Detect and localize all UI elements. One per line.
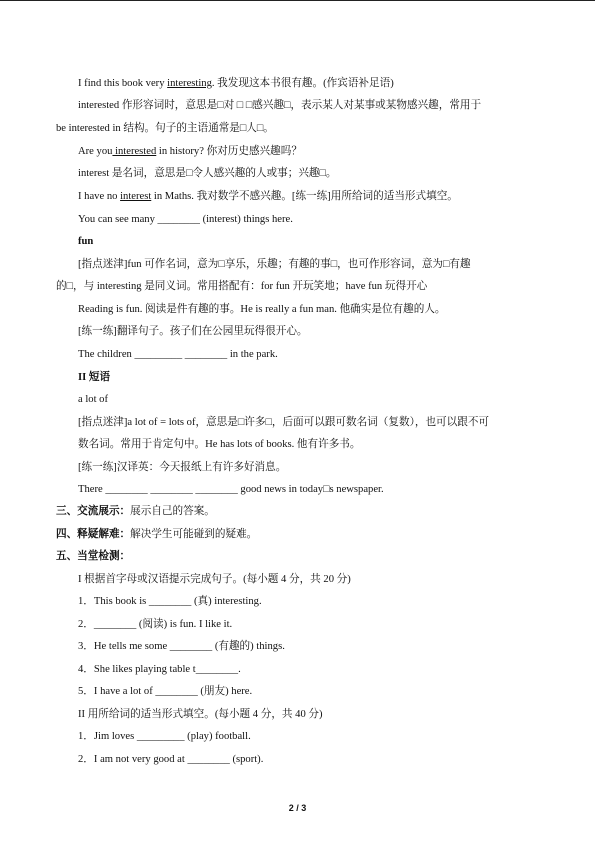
text-line: I have no interest in Maths. 我对数学不感兴趣。[练一练]用所给词的适当形式填空。	[78, 191, 458, 202]
exercise-item: 3．He tells me some ________ (有趣的) things.	[78, 641, 285, 652]
text-line: [指点迷津]fun 可作名词，意为□享乐，乐趣；有趣的事□，也可作形容词，意为□有趣	[78, 259, 471, 270]
text-line: Reading is fun. 阅读是件有趣的事。He is really a fun man. 他确实是位有趣的人。	[78, 304, 446, 315]
vocab-heading: a lot of	[78, 394, 109, 405]
exercise-line: You can see many ________ (interest) things here.	[78, 214, 293, 225]
exercise-line: There ________ ________ ________ good news in today□s newspaper.	[78, 484, 384, 495]
section-heading: 五、当堂检测：	[56, 551, 131, 562]
text-line: interested 作形容词时，意思是□对 □ □感兴趣□，表示某人对某事或某物感兴趣，常用于	[78, 100, 482, 111]
text-line: I find this book very interesting. 我发现这本书很有趣。(作宾语补足语)	[78, 78, 394, 89]
section-heading: II 短语	[78, 372, 111, 383]
exercise-line: The children _________ ________ in the park.	[78, 349, 278, 360]
text-line: 数名词。常用于肯定句中。He has lots of books. 他有许多书。	[78, 439, 361, 450]
top-rule	[0, 0, 595, 1]
exercise-item: 2．I am not very good at ________ (sport).	[78, 754, 264, 765]
exercise-item: 5．I have a lot of ________ (朋友) here.	[78, 686, 253, 697]
exercise-item: 2．________ (阅读) is fun. I like it.	[78, 619, 233, 630]
text-line: [指点迷津]a lot of = lots of，意思是□许多□，后面可以跟可数名词（复数），也可以跟不可	[78, 417, 490, 428]
text-line: be interested in 结构。句子的主语通常是□人□。	[56, 123, 274, 134]
vocab-heading: fun	[78, 236, 94, 247]
exercise-instruction: I 根据首字母或汉语提示完成句子。(每小题 4 分，共 20 分)	[78, 574, 351, 585]
text-line: Are you interested in history? 你对历史感兴趣吗？	[78, 146, 302, 157]
section-heading: 三、交流展示：展示自己的答案。	[56, 506, 215, 517]
section-heading: 四、释疑解难：解决学生可能碰到的疑难。	[56, 529, 258, 540]
exercise-item: 1．This book is ________ (真) interesting.	[78, 596, 262, 607]
text-line: 的□，与 interesting 是同义词。常用搭配有：for fun 开玩笑地；have fun 玩得开心	[56, 281, 428, 292]
exercise-instruction: II 用所给词的适当形式填空。(每小题 4 分，共 40 分)	[78, 709, 323, 720]
exercise-item: 4．She likes playing table t________.	[78, 664, 241, 675]
exercise-item: 1．Jim loves _________ (play) football.	[78, 731, 251, 742]
text-line: [练一练]汉译英：今天报纸上有许多好消息。	[78, 462, 287, 473]
text-line: [练一练]翻译句子。孩子们在公园里玩得很开心。	[78, 326, 308, 337]
page-number: 2 / 3	[288, 803, 307, 813]
text-line: interest 是名词，意思是□令人感兴趣的人或事；兴趣□。	[78, 168, 337, 179]
